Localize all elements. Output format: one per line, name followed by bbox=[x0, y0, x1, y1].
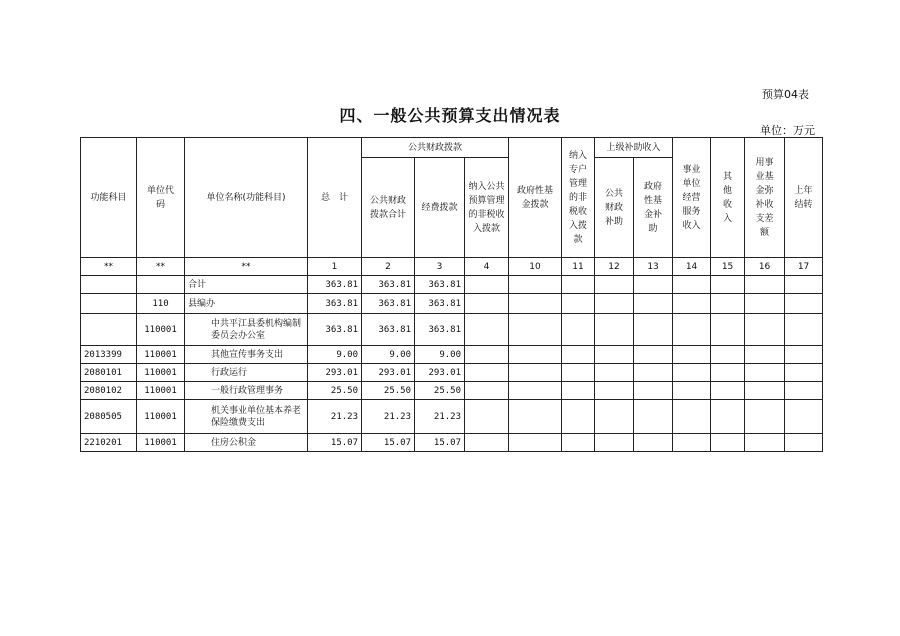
header-sup-public: 公共财政补助 bbox=[595, 158, 634, 258]
func-code-cell: 2080505 bbox=[81, 400, 137, 434]
total-cell: 293.01 bbox=[308, 364, 362, 382]
index-cell: 10 bbox=[509, 258, 562, 276]
index-cell: 15 bbox=[711, 258, 745, 276]
pf-total-cell: 363.81 bbox=[362, 294, 415, 314]
index-cell: 4 bbox=[465, 258, 509, 276]
func-code-cell: 2013399 bbox=[81, 346, 137, 364]
index-row bbox=[81, 258, 823, 276]
index-cell: 2 bbox=[362, 258, 415, 276]
func-code-cell bbox=[81, 294, 137, 314]
unit-name-cell: 合计 bbox=[185, 276, 308, 294]
unit-name-cell: 中共平江县委机构编制委员会办公室 bbox=[185, 314, 308, 346]
pf-total-cell: 363.81 bbox=[362, 314, 415, 346]
index-cell: 14 bbox=[673, 258, 711, 276]
unit-code-cell bbox=[137, 276, 185, 294]
index-cell: 3 bbox=[415, 258, 465, 276]
header-gov-fund: 政府性基金拨款 bbox=[509, 138, 562, 258]
pf-funds-cell: 21.23 bbox=[415, 400, 465, 434]
table-row bbox=[81, 314, 823, 346]
header-superior: 上级补助收入 bbox=[595, 138, 673, 158]
unit-code-cell: 110001 bbox=[137, 346, 185, 364]
func-code-cell: 2080101 bbox=[81, 364, 137, 382]
header-pf-total: 公共财政拨款合计 bbox=[362, 158, 415, 258]
unit-name-cell: 其他宣传事务支出 bbox=[185, 346, 308, 364]
total-cell: 363.81 bbox=[308, 314, 362, 346]
pf-funds-cell: 363.81 bbox=[415, 294, 465, 314]
budget-table bbox=[80, 137, 823, 452]
pf-total-cell: 21.23 bbox=[362, 400, 415, 434]
header-special-nontax: 纳入专户管理的非税收入拨款 bbox=[562, 138, 595, 258]
unit-code-cell: 110001 bbox=[137, 434, 185, 452]
header-total: 总 计 bbox=[308, 138, 362, 258]
index-cell: 16 bbox=[745, 258, 785, 276]
pf-total-cell: 363.81 bbox=[362, 276, 415, 294]
index-cell: ** bbox=[81, 258, 137, 276]
total-cell: 15.07 bbox=[308, 434, 362, 452]
header-pf-funds: 经费拨款 bbox=[415, 158, 465, 258]
table-row bbox=[81, 276, 823, 294]
index-cell: ** bbox=[185, 258, 308, 276]
index-cell: ** bbox=[137, 258, 185, 276]
pf-total-cell: 15.07 bbox=[362, 434, 415, 452]
index-cell: 12 bbox=[595, 258, 634, 276]
unit-code-cell: 110001 bbox=[137, 382, 185, 400]
index-cell: 1 bbox=[308, 258, 362, 276]
func-code-cell bbox=[81, 276, 137, 294]
header-carryover: 上年结转 bbox=[785, 138, 823, 258]
total-cell: 21.23 bbox=[308, 400, 362, 434]
unit-code-cell: 110001 bbox=[137, 314, 185, 346]
pf-funds-cell: 363.81 bbox=[415, 314, 465, 346]
unit-code-cell: 110 bbox=[137, 294, 185, 314]
header-func-code: 功能科目 bbox=[81, 138, 137, 258]
header-unit-name: 单位名称(功能科目) bbox=[185, 138, 308, 258]
func-code-cell bbox=[81, 314, 137, 346]
index-cell: 17 bbox=[785, 258, 823, 276]
header-public-fiscal: 公共财政拨款 bbox=[362, 138, 509, 158]
table-row bbox=[81, 382, 823, 400]
unit-name-cell: 县编办 bbox=[185, 294, 308, 314]
pf-funds-cell: 363.81 bbox=[415, 276, 465, 294]
table-row bbox=[81, 400, 823, 434]
unit-name-cell: 一般行政管理事务 bbox=[185, 382, 308, 400]
pf-total-cell: 25.50 bbox=[362, 382, 415, 400]
table-row bbox=[81, 346, 823, 364]
pf-total-cell: 293.01 bbox=[362, 364, 415, 382]
page-title: 四、一般公共预算支出情况表 bbox=[339, 106, 561, 125]
total-cell: 25.50 bbox=[308, 382, 362, 400]
pf-funds-cell: 293.01 bbox=[415, 364, 465, 382]
form-number: 预算04表 bbox=[762, 88, 809, 101]
unit-code-cell: 110001 bbox=[137, 364, 185, 382]
pf-funds-cell: 25.50 bbox=[415, 382, 465, 400]
header-pf-nontax: 纳入公共预算管理的非税收入拨款 bbox=[465, 158, 509, 258]
unit-code-cell: 110001 bbox=[137, 400, 185, 434]
total-cell: 363.81 bbox=[308, 294, 362, 314]
pf-funds-cell: 9.00 bbox=[415, 346, 465, 364]
unit-name-cell: 机关事业单位基本养老保险缴费支出 bbox=[185, 400, 308, 434]
header-unit-code: 单位代码 bbox=[137, 138, 185, 258]
index-cell: 11 bbox=[562, 258, 595, 276]
unit-label: 单位：万元 bbox=[760, 124, 815, 137]
table-row bbox=[81, 434, 823, 452]
header-other: 其他收入 bbox=[711, 138, 745, 258]
total-cell: 363.81 bbox=[308, 276, 362, 294]
header-sup-gov: 政府性基金补助 bbox=[634, 158, 673, 258]
pf-total-cell: 9.00 bbox=[362, 346, 415, 364]
header-balance-fund: 用事业基金弥补收支差额 bbox=[745, 138, 785, 258]
pf-funds-cell: 15.07 bbox=[415, 434, 465, 452]
header-business: 事业单位经营服务收入 bbox=[673, 138, 711, 258]
index-cell: 13 bbox=[634, 258, 673, 276]
table-row bbox=[81, 294, 823, 314]
unit-name-cell: 住房公积金 bbox=[185, 434, 308, 452]
func-code-cell: 2080102 bbox=[81, 382, 137, 400]
func-code-cell: 2210201 bbox=[81, 434, 137, 452]
table-row bbox=[81, 364, 823, 382]
unit-name-cell: 行政运行 bbox=[185, 364, 308, 382]
total-cell: 9.00 bbox=[308, 346, 362, 364]
